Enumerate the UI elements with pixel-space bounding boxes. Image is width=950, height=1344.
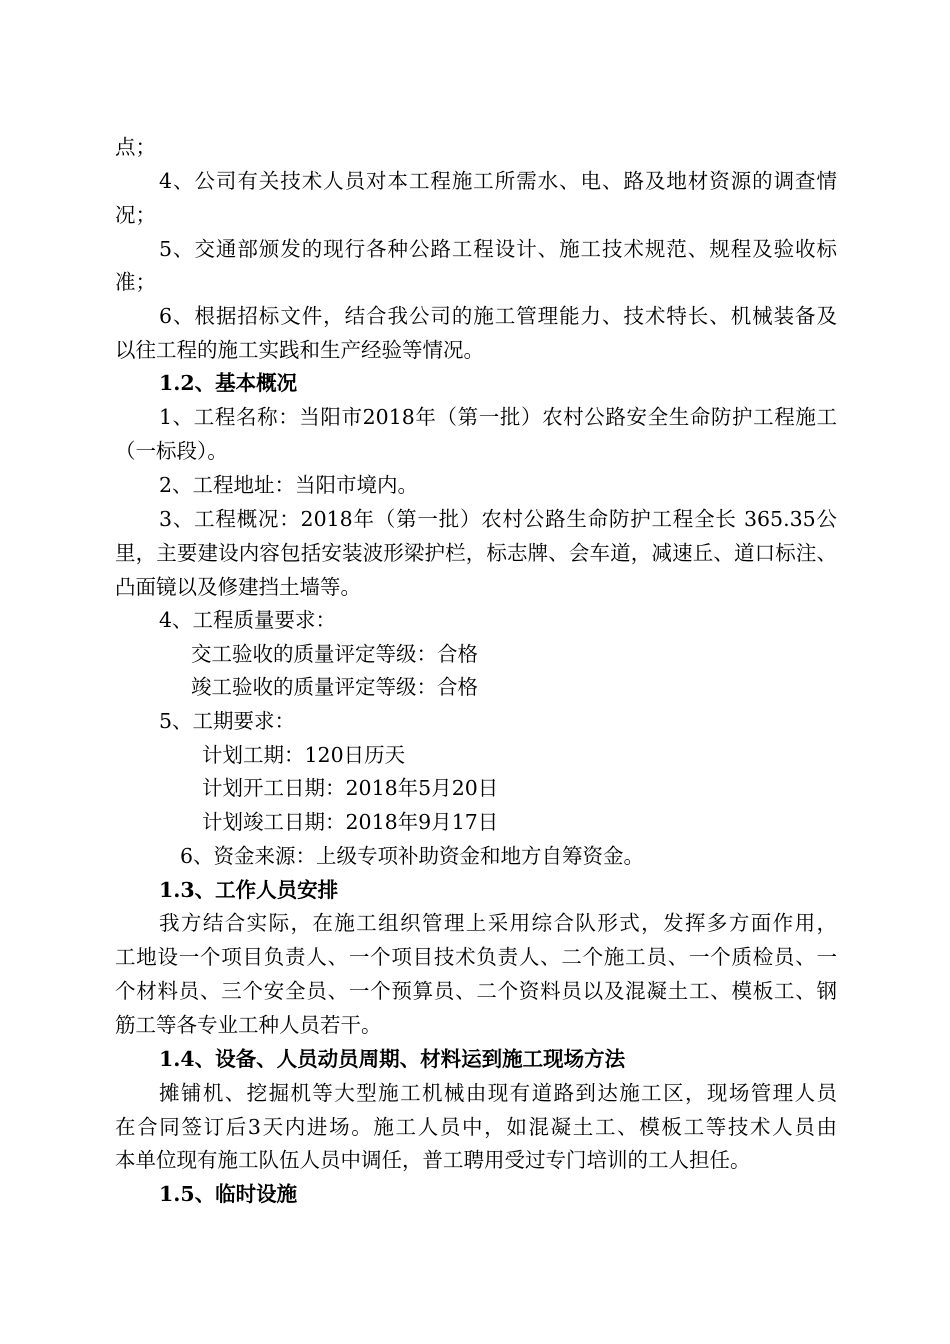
text-line: 凸面镜以及修建挡土墙等。 <box>115 575 361 599</box>
text-line: 竣工验收的质量评定等级：合格 <box>191 675 478 699</box>
section-heading-1-5: 1.5、临时设施 <box>159 1182 298 1206</box>
text-line: 我方结合实际，在施工组织管理上采用综合队形式，发挥多方面作用， <box>159 911 837 935</box>
text-line: 筋工等各专业工种人员若干。 <box>115 1013 382 1037</box>
text-line: 5、工期要求： <box>159 709 296 733</box>
text-line: 以往工程的施工实践和生产经验等情况。 <box>115 338 484 362</box>
text-line: 工地设一个项目负责人、一个项目技术负责人、二个施工员、一个质检员、一 <box>115 945 837 969</box>
text-line: 计划工期：120日历天 <box>202 743 406 767</box>
text-line: （一标段）。 <box>115 439 228 463</box>
text-line: 5、交通部颁发的现行各种公路工程设计、施工技术规范、规程及验收标 <box>159 237 837 261</box>
text-line: 况； <box>115 203 156 227</box>
text-line: 计划开工日期：2018年5月20日 <box>202 776 499 800</box>
section-heading-1-4: 1.4、设备、人员动员周期、材料运到施工现场方法 <box>159 1047 626 1071</box>
text-line: 计划竣工日期：2018年9月17日 <box>202 810 499 834</box>
section-heading-1-2: 1.2、基本概况 <box>159 371 298 395</box>
text-line: 6、根据招标文件，结合我公司的施工管理能力、技术特长、机械装备及 <box>159 304 837 328</box>
text-line: 交工验收的质量评定等级：合格 <box>191 642 478 666</box>
section-heading-1-3: 1.3、工作人员安排 <box>159 878 339 902</box>
text-line: 里，主要建设内容包括安装波形梁护栏，标志牌、会车道，减速丘、道口标注、 <box>115 541 837 565</box>
text-line: 在合同签订后3天内进场。施工人员中，如混凝土工、模板工等技术人员由 <box>115 1115 837 1139</box>
text-line: 个材料员、三个安全员、一个预算员、二个资料员以及混凝土工、模板工、钢 <box>115 979 837 1003</box>
text-line: 1、工程名称：当阳市2018年（第一批）农村公路安全生命防护工程施工 <box>159 405 837 429</box>
text-line: 4、公司有关技术人员对本工程施工所需水、电、路及地材资源的调查情 <box>159 169 837 193</box>
text-line: 6、资金来源：上级专项补助资金和地方自筹资金。 <box>180 844 645 868</box>
text-line: 摊铺机、挖掘机等大型施工机械由现有道路到达施工区，现场管理人员 <box>159 1081 837 1105</box>
text-line: 本单位现有施工队伍人员中调任，普工聘用受过专门培训的工人担任。 <box>115 1148 751 1172</box>
text-line: 4、工程质量要求： <box>159 608 337 632</box>
text-line: 3、工程概况：2018年（第一批）农村公路生命防护工程全长 365.35公 <box>159 507 837 531</box>
text-line: 点； <box>115 135 156 159</box>
text-line: 2、工程地址：当阳市境内。 <box>159 473 419 497</box>
text-line: 准； <box>115 270 156 294</box>
